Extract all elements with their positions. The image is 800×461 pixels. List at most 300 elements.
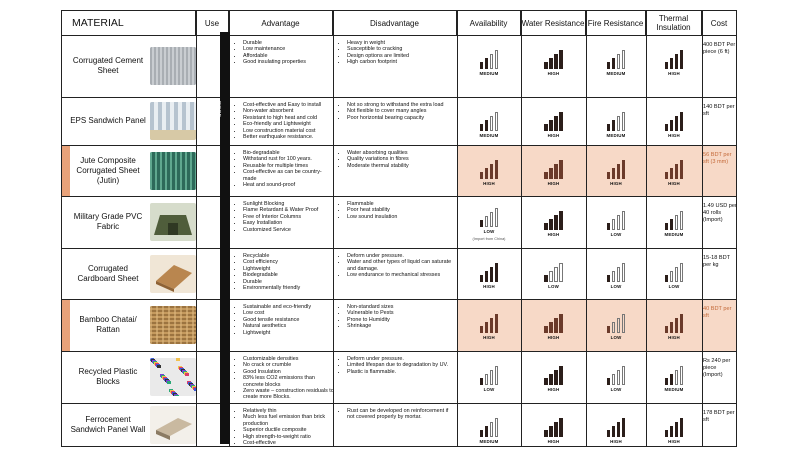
advantage-item: • No crack or crumble	[243, 362, 335, 368]
rating-bar	[549, 168, 553, 179]
rating-bar	[617, 267, 621, 282]
row-accent	[62, 145, 70, 196]
rating-bar	[544, 275, 548, 282]
disadvantage-list	[333, 253, 455, 279]
rating-bars	[665, 312, 684, 333]
rating-bar	[554, 215, 558, 230]
rating-bar	[495, 314, 499, 333]
rating-bars	[544, 416, 563, 437]
rating-bar	[675, 318, 679, 333]
thermal-rating	[646, 416, 702, 444]
rating-bar	[665, 223, 669, 230]
rating-bar	[495, 366, 499, 385]
column-divider	[586, 11, 587, 446]
rating-bars	[544, 48, 563, 69]
rating-bar	[680, 366, 684, 385]
rating-bars	[480, 48, 499, 69]
cost-value: 1.49 USD per 40 rolls (Import)	[703, 203, 737, 223]
rating-bar	[607, 172, 611, 179]
rating-bar	[480, 275, 484, 282]
rating-bar	[665, 124, 669, 131]
column-divider	[646, 11, 647, 446]
row-divider	[62, 196, 736, 197]
rating-label: HIGH	[547, 71, 560, 76]
rating-bar	[490, 370, 494, 385]
jutin-sheet-photo	[150, 152, 196, 190]
rating-bars	[607, 261, 626, 282]
disadvantage-list	[333, 304, 455, 330]
advantage-item: • Good insulating properties	[243, 59, 335, 65]
rating-bar	[490, 422, 494, 437]
rating-bar	[559, 112, 563, 131]
fire-rating	[586, 364, 646, 392]
rating-bar	[607, 275, 611, 282]
column-divider	[333, 11, 334, 446]
water-rating	[521, 48, 586, 76]
rating-label: LOW	[610, 335, 622, 340]
rating-bar	[670, 58, 674, 69]
rating-bar	[495, 160, 499, 179]
row-divider	[62, 351, 736, 352]
disadvantage-item: • Heavy in weight	[347, 40, 455, 46]
cost-value: 15-18 BDT per kg	[703, 255, 730, 268]
water-rating	[521, 364, 586, 392]
advantage-list	[229, 40, 335, 66]
rating-label: HIGH	[547, 439, 560, 444]
material-name: EPS Sandwich Panel	[70, 116, 146, 125]
water-rating	[521, 416, 586, 444]
rating-bar	[665, 62, 669, 69]
thermal-rating	[646, 209, 702, 237]
rating-bar	[607, 62, 611, 69]
rating-bar	[665, 275, 669, 282]
rating-bar	[670, 374, 674, 385]
cost-value: 178 BDT per sft	[703, 410, 735, 423]
rating-bar	[559, 314, 563, 333]
header-material: MATERIAL	[62, 11, 196, 35]
rating-bar	[617, 370, 621, 385]
rating-label: HIGH	[547, 335, 560, 340]
advantage-item: • Flame Retardant & Water Proof	[243, 207, 335, 213]
row-divider	[62, 299, 736, 300]
rating-bars	[607, 209, 626, 230]
rating-bar	[495, 208, 499, 227]
disadvantage-item: • Design options are limited	[347, 53, 455, 59]
material-name: Military Grade PVC Fabric	[73, 212, 143, 231]
advantage-item: • Low maintenance	[243, 46, 335, 52]
rating-bar	[549, 322, 553, 333]
advantage-item: • Cost efficiency	[243, 259, 335, 265]
availability-rating	[457, 416, 521, 444]
disadvantage-item: • Low endurance to mechanical stresses	[347, 272, 455, 278]
advantage-item: • Much less fuel emission than brick production	[243, 414, 335, 427]
fire-rating	[586, 312, 646, 340]
header-use: Use	[196, 11, 229, 35]
rating-bar	[622, 50, 626, 69]
rating-bar	[612, 120, 616, 131]
disadvantage-list	[333, 40, 455, 66]
header-fire-resistance: Fire Resistance	[586, 11, 646, 35]
advantage-item: • Cost-effective and Easy to install	[243, 102, 335, 108]
advantage-item: • Natural aesthetics	[243, 323, 335, 329]
rating-label: HIGH	[483, 335, 495, 340]
rating-bar	[480, 172, 484, 179]
fire-rating	[586, 416, 646, 444]
advantage-item: • Sustainable and eco-friendly	[243, 304, 335, 310]
rating-bar	[559, 160, 563, 179]
rating-bars	[665, 158, 684, 179]
rating-label: LOW	[548, 284, 559, 289]
eps-panel-photo	[150, 102, 196, 140]
rating-bar	[680, 263, 684, 282]
advantage-item: • Withstand rust for 100 years.	[243, 156, 335, 162]
rating-bar	[680, 314, 684, 333]
advantage-item: • Customized Service	[243, 227, 335, 233]
rating-bar	[480, 326, 484, 333]
advantage-item: • 83% less CO2 emissions than concrete blocks	[243, 375, 335, 388]
cost-value: 400 BDT Per piece (6 ft)	[703, 42, 736, 55]
rating-label: MEDIUM	[479, 439, 499, 444]
rating-bar	[559, 418, 563, 437]
advantage-list	[229, 102, 335, 140]
material-name: Ferrocement Sandwich Panel Wall	[70, 414, 146, 434]
advantage-item: • Heat and sound-proof	[243, 182, 335, 188]
rating-bar	[665, 172, 669, 179]
rating-bar	[495, 50, 499, 69]
rating-bar	[612, 219, 616, 230]
rating-bar	[549, 271, 553, 282]
rating-bars	[665, 110, 684, 131]
rating-bar	[554, 318, 558, 333]
disadvantage-item: • Poor horizontal bearing capacity	[347, 115, 455, 121]
rating-bar	[480, 430, 484, 437]
availability-rating	[457, 158, 521, 186]
advantage-list	[229, 408, 335, 446]
rating-bars	[480, 416, 499, 437]
ferrocement-photo	[150, 406, 196, 444]
rating-bar	[490, 267, 494, 282]
rating-bars	[544, 158, 563, 179]
disadvantage-item: • Shrinkage	[347, 323, 455, 329]
rating-bar	[680, 160, 684, 179]
disadvantage-item: • Poor heat stability	[347, 207, 455, 213]
advantage-item: • Free of Interior Columns	[243, 214, 335, 220]
fire-rating	[586, 158, 646, 186]
rating-bar	[665, 378, 669, 385]
rating-label: LOW	[483, 229, 495, 234]
row-accent	[62, 299, 70, 351]
disadvantage-list	[333, 102, 455, 121]
rating-label: HIGH	[668, 181, 680, 186]
rating-label: MEDIUM	[479, 71, 499, 76]
rating-bar	[680, 112, 684, 131]
rating-bars	[544, 261, 563, 282]
rating-bar	[622, 112, 626, 131]
rating-bar	[612, 58, 616, 69]
rating-bar	[549, 58, 553, 69]
advantage-item: • Zero waste – construction residuals to create more Blocks.	[243, 388, 335, 401]
material-name: Recycled Plastic Blocks	[78, 367, 138, 386]
rating-bar	[480, 378, 484, 385]
rating-bars	[665, 261, 684, 282]
advantage-item: • Low construction material cost	[243, 128, 335, 134]
rating-label: LOW	[610, 232, 622, 237]
rating-bar	[622, 263, 626, 282]
rating-label: LOW	[483, 387, 495, 392]
rating-bar	[544, 62, 548, 69]
rating-bar	[617, 164, 621, 179]
corrugated-cement-photo	[150, 47, 196, 85]
rating-label: HIGH	[668, 71, 680, 76]
advantage-item: • Environmentally friendly	[243, 285, 335, 291]
rating-bar	[670, 219, 674, 230]
cost-value: 56 BDT per sft (3 mm)	[703, 152, 732, 165]
rating-bars	[480, 110, 499, 131]
thermal-rating	[646, 364, 702, 392]
rating-bar	[554, 422, 558, 437]
rating-bars	[607, 110, 626, 131]
rating-label: HIGH	[547, 181, 560, 186]
rating-note: (Import from China)	[472, 237, 506, 241]
advantage-list	[229, 253, 335, 291]
rating-bars	[607, 158, 626, 179]
fire-rating	[586, 48, 646, 76]
advantage-item: • Cost-effective as can be country-made	[243, 169, 335, 182]
advantage-item: • Relatively thin	[243, 408, 335, 414]
rating-label: HIGH	[483, 284, 495, 289]
cost-value: 40 BDT per sft	[703, 306, 732, 319]
rating-bars	[607, 416, 626, 437]
advantage-item: • Biodegradable	[243, 272, 335, 278]
column-divider	[521, 11, 522, 446]
advantage-item: • High strength-to-weight ratio	[243, 434, 335, 440]
advantage-item: • Eco-friendly and Lightweight	[243, 121, 335, 127]
header-water-resistance: Water Resistance	[521, 11, 586, 35]
rating-bars	[544, 364, 563, 385]
advantage-item: • Sunlight Blocking	[243, 201, 335, 207]
rating-label: HIGH	[547, 387, 560, 392]
water-rating	[521, 158, 586, 186]
rating-bar	[559, 366, 563, 385]
header-cost: Cost	[710, 18, 728, 28]
rating-label: HIGH	[668, 133, 680, 138]
water-rating	[521, 110, 586, 138]
rating-bars	[607, 48, 626, 69]
rating-label: HIGH	[668, 439, 680, 444]
disadvantage-item: • Flammable	[347, 201, 455, 207]
disadvantage-item: • Vulnerable to Pests	[347, 310, 455, 316]
rating-bar	[544, 223, 548, 230]
advantage-list	[229, 150, 335, 188]
rating-bar	[554, 54, 558, 69]
header-thermal-insulation: Thermal Insulation	[646, 11, 702, 35]
rating-bar	[495, 263, 499, 282]
row-divider	[62, 248, 736, 249]
advantage-item: • Reusable for multiple times	[243, 163, 335, 169]
rating-bars	[480, 364, 499, 385]
rating-bar	[675, 116, 679, 131]
rating-label: MEDIUM	[606, 71, 626, 76]
rating-bar	[485, 322, 489, 333]
disadvantage-list	[333, 408, 455, 421]
disadvantage-item: • Plastic is flammable.	[347, 369, 455, 375]
rating-bar	[544, 172, 548, 179]
rating-bar	[495, 112, 499, 131]
rating-bar	[670, 168, 674, 179]
rating-bar	[617, 422, 621, 437]
rating-bar	[490, 54, 494, 69]
row-divider	[62, 403, 736, 404]
disadvantage-item: • High carbon footprint	[347, 59, 455, 65]
rating-bar	[480, 62, 484, 69]
advantage-item: • Low cost	[243, 310, 335, 316]
rating-bar	[490, 116, 494, 131]
disadvantage-item: • Moderate thermal stability	[347, 163, 455, 169]
rating-bar	[490, 318, 494, 333]
rating-bars	[607, 364, 626, 385]
rating-label: MEDIUM	[664, 232, 684, 237]
column-divider	[457, 11, 458, 446]
rating-bar	[549, 374, 553, 385]
disadvantage-item: • Rust can be developed on reinforcement if not covered properly by mortar.	[347, 408, 455, 421]
rating-bar	[485, 168, 489, 179]
rating-bar	[675, 164, 679, 179]
advantage-item: • Good tensile resistance	[243, 317, 335, 323]
rating-bar	[665, 326, 669, 333]
rating-bars	[665, 364, 684, 385]
use-bar	[220, 32, 230, 444]
disadvantage-item: • Prone to Humidity	[347, 317, 455, 323]
disadvantage-item: • Not flexible to cover many angles	[347, 108, 455, 114]
disadvantage-item: • Low sound insulation	[347, 214, 455, 220]
water-rating	[521, 312, 586, 340]
rating-bars	[544, 312, 563, 333]
disadvantage-list	[333, 356, 455, 375]
thermal-rating	[646, 110, 702, 138]
disadvantage-item: • Susceptible to cracking	[347, 46, 455, 52]
rating-bar	[607, 223, 611, 230]
rating-label: HIGH	[668, 335, 680, 340]
fire-rating	[586, 110, 646, 138]
rating-bar	[617, 116, 621, 131]
advantage-item: • Non-water absorbent	[243, 108, 335, 114]
advantage-item: • Customizable densities	[243, 356, 335, 362]
rating-label: HIGH	[547, 133, 560, 138]
fire-rating	[586, 261, 646, 289]
rating-bar	[554, 267, 558, 282]
rating-bar	[665, 430, 669, 437]
rating-bar	[612, 426, 616, 437]
material-name: Bamboo Chatai/ Rattan	[79, 315, 137, 334]
rating-bar	[607, 378, 611, 385]
cardboard-photo	[150, 255, 196, 293]
rating-bar	[622, 366, 626, 385]
rating-label: HIGH	[610, 439, 622, 444]
rating-label: MEDIUM	[664, 387, 684, 392]
rating-bars	[544, 110, 563, 131]
advantage-item: • Easy Installation	[243, 220, 335, 226]
water-rating	[521, 209, 586, 237]
use-label-roof: ROOF	[214, 101, 221, 117]
advantage-item: • Durable	[243, 40, 335, 46]
disadvantage-item: • Non-standard sizes	[347, 304, 455, 310]
plastic-blocks-photo	[150, 358, 196, 396]
advantage-list	[229, 304, 335, 336]
advantage-item: • Lightweight	[243, 266, 335, 272]
rating-bars	[480, 261, 499, 282]
rating-bars	[665, 416, 684, 437]
rating-bar	[612, 374, 616, 385]
rating-bar	[622, 418, 626, 437]
disadvantage-item: • Water absorbing qualities	[347, 150, 455, 156]
rating-bar	[612, 168, 616, 179]
rating-label: MEDIUM	[606, 133, 626, 138]
rating-label: LOW	[610, 284, 622, 289]
availability-rating	[457, 48, 521, 76]
advantage-item: • Affordable	[243, 53, 335, 59]
rating-bar	[559, 50, 563, 69]
rating-bar	[680, 50, 684, 69]
disadvantage-item: • Deform under pressure.	[347, 356, 455, 362]
rating-bar	[549, 426, 553, 437]
rating-bar	[490, 212, 494, 227]
rating-bar	[670, 322, 674, 333]
rating-bar	[480, 124, 484, 131]
rating-bar	[612, 271, 616, 282]
advantage-list	[229, 201, 335, 233]
rating-bar	[612, 322, 616, 333]
rating-bar	[485, 374, 489, 385]
rating-bars	[665, 209, 684, 230]
advantage-item: • Recyclable	[243, 253, 335, 259]
rating-bar	[549, 219, 553, 230]
rating-bar	[617, 215, 621, 230]
rating-bar	[622, 211, 626, 230]
rating-bar	[490, 164, 494, 179]
advantage-item: • Superior ductile composite	[243, 427, 335, 433]
rating-bar	[680, 418, 684, 437]
row-divider	[62, 145, 736, 146]
rating-bar	[622, 160, 626, 179]
availability-rating	[457, 261, 521, 289]
column-divider	[702, 11, 703, 446]
availability-rating	[457, 206, 521, 241]
disadvantage-item: • Deform under pressure.	[347, 253, 455, 259]
rating-label: MEDIUM	[479, 133, 499, 138]
material-name: Corrugated Cardboard Sheet	[77, 263, 139, 283]
rating-bar	[554, 116, 558, 131]
advantage-item: • Better earthquake resistance.	[243, 134, 335, 140]
thermal-rating	[646, 48, 702, 76]
rating-bars	[480, 312, 499, 333]
rating-bar	[495, 418, 499, 437]
disadvantage-item: • Quality variations in fibres	[347, 156, 455, 162]
rating-bars	[665, 48, 684, 69]
rating-bar	[559, 263, 563, 282]
cost-value: 140 BDT per sft	[703, 104, 735, 117]
header-availability: Availability	[457, 11, 521, 35]
rating-bar	[544, 378, 548, 385]
rating-bar	[485, 271, 489, 282]
bamboo-chatai-photo	[150, 306, 196, 344]
rating-bar	[485, 58, 489, 69]
header-disadvantage: Disadvantage	[333, 11, 457, 35]
disadvantage-list	[333, 150, 455, 169]
rating-bar	[485, 426, 489, 437]
rating-bar	[559, 211, 563, 230]
column-divider	[196, 11, 197, 446]
advantage-list	[229, 356, 335, 401]
